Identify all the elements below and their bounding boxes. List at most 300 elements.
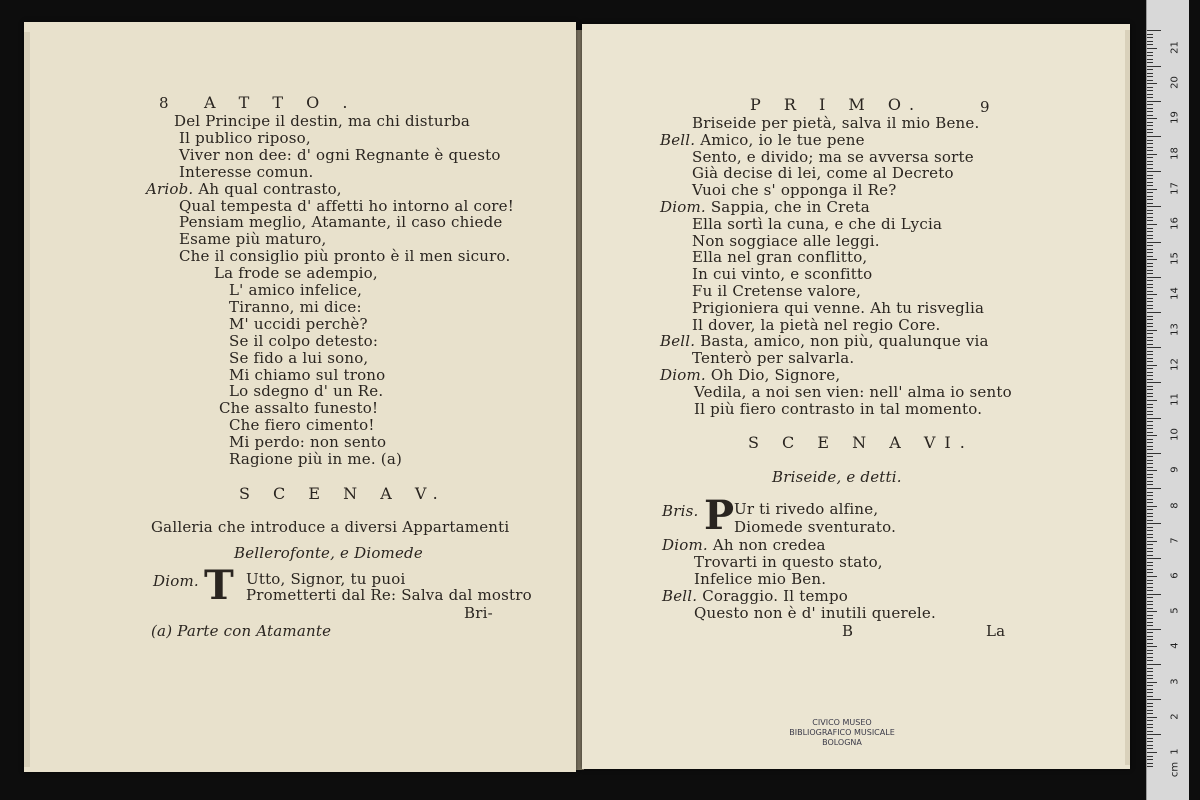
ruler-tick xyxy=(1147,418,1161,419)
ruler-tick xyxy=(1147,326,1153,327)
ruler-tick xyxy=(1147,365,1157,366)
verse-line: Ragione più in me. (a) xyxy=(229,450,403,468)
ruler-tick xyxy=(1147,428,1153,429)
ruler-tick xyxy=(1147,104,1153,105)
ruler-tick xyxy=(1147,34,1153,35)
ruler-tick xyxy=(1147,69,1153,70)
verse-line: Qual tempesta d' affetti ho intorno al core! xyxy=(179,196,514,215)
verse-line: In cui vinto, e sconfitto xyxy=(692,265,873,284)
ruler-tick xyxy=(1147,594,1161,595)
ruler-tick xyxy=(1147,720,1153,721)
speech-text: Amico, io le tue pene xyxy=(700,130,865,149)
ruler-tick xyxy=(1147,562,1153,563)
ruler-tick xyxy=(1147,213,1153,214)
ruler-tick xyxy=(1147,115,1153,116)
ruler-tick xyxy=(1147,90,1153,91)
ruler-tick xyxy=(1147,333,1153,334)
ruler-tick xyxy=(1147,671,1153,672)
ruler-tick xyxy=(1147,646,1157,647)
ruler-tick xyxy=(1147,660,1153,661)
ruler-tick xyxy=(1147,548,1153,549)
ruler-tick xyxy=(1147,460,1153,461)
speaker-label: Bell. xyxy=(662,587,703,605)
ruler-tick xyxy=(1147,393,1153,394)
ruler-tick xyxy=(1147,301,1153,302)
ruler-number: 8 xyxy=(1169,501,1181,509)
ruler-tick xyxy=(1147,657,1153,658)
ruler-tick xyxy=(1147,492,1153,493)
ruler-tick xyxy=(1147,340,1153,341)
verse-line: Già decise di lei, come al Decreto xyxy=(692,164,954,183)
ruler-tick xyxy=(1147,382,1161,383)
ruler-tick xyxy=(1147,477,1153,478)
verse-line xyxy=(660,131,865,149)
verse-line: Se fido a lui sono, xyxy=(229,348,369,367)
ruler-tick xyxy=(1147,699,1161,700)
dialogue-line: Diomede sventurato. xyxy=(734,518,897,536)
ruler-tick xyxy=(1147,689,1153,690)
ruler-number: 20 xyxy=(1169,76,1181,90)
ruler-tick xyxy=(1147,653,1153,654)
ruler-tick xyxy=(1147,446,1153,447)
ruler-tick xyxy=(1147,210,1153,211)
ruler-tick xyxy=(1147,407,1153,408)
ruler-tick xyxy=(1147,73,1153,74)
ruler-number: 12 xyxy=(1169,357,1181,371)
ruler-tick xyxy=(1147,171,1161,172)
ruler-tick xyxy=(1147,101,1161,102)
ruler-number: 21 xyxy=(1169,41,1181,54)
verse-line: Il più fiero contrasto in tal momento. xyxy=(694,399,983,418)
ruler-tick xyxy=(1147,125,1153,126)
ruler-tick xyxy=(1147,298,1153,299)
ruler-tick xyxy=(1147,414,1153,415)
speech-text: Ah qual contrasto, xyxy=(198,179,342,198)
verse-line: M' uccidi perchè? xyxy=(229,314,368,333)
ruler-tick xyxy=(1147,509,1153,510)
ruler-tick xyxy=(1147,731,1153,732)
ruler-tick xyxy=(1147,386,1153,387)
scene-setting: Galleria che introduce a diversi Appartamenti xyxy=(151,518,510,536)
ruler-tick xyxy=(1147,601,1153,602)
ruler-tick xyxy=(1147,189,1157,190)
ruler-number: 18 xyxy=(1169,146,1181,160)
ruler-tick xyxy=(1147,752,1157,753)
ruler-tick xyxy=(1147,632,1153,633)
ruler-tick xyxy=(1147,759,1153,760)
verse-line xyxy=(660,332,989,350)
ruler-tick xyxy=(1147,763,1153,764)
ruler-tick xyxy=(1147,287,1153,288)
scene-title: S C E N A VI. xyxy=(748,433,974,452)
page-number: 9 xyxy=(980,98,990,116)
ruler-tick xyxy=(1147,692,1153,693)
verse-line: Ella nel gran conflitto, xyxy=(692,248,868,267)
verse-line: Che assalto funesto! xyxy=(219,399,379,418)
ruler-tick xyxy=(1147,154,1157,155)
verse-line: Vedila, a noi sen vien: nell' alma io sento xyxy=(694,382,1012,401)
ruler-tick xyxy=(1147,484,1153,485)
verse-line xyxy=(660,366,840,384)
ruler-tick xyxy=(1147,220,1153,221)
ruler-tick xyxy=(1147,305,1153,306)
ruler-tick xyxy=(1147,713,1153,714)
ruler-tick xyxy=(1147,312,1161,313)
verse-line: Mi perdo: non sento xyxy=(229,433,387,452)
ruler-tick xyxy=(1147,558,1161,559)
ruler-tick xyxy=(1147,80,1153,81)
ruler-tick xyxy=(1147,580,1153,581)
ruler-tick xyxy=(1147,481,1153,482)
ruler-tick xyxy=(1147,756,1153,757)
ruler-tick xyxy=(1147,161,1153,162)
ruler-tick xyxy=(1147,231,1153,232)
speaker-label: Diom. xyxy=(662,536,713,554)
ruler-tick xyxy=(1147,228,1153,229)
ruler-tick xyxy=(1147,66,1161,67)
ruler-tick xyxy=(1147,530,1153,531)
ruler-tick xyxy=(1147,470,1157,471)
ruler-tick xyxy=(1147,576,1157,577)
verse-line: Tiranno, mi dice: xyxy=(229,297,362,316)
ruler-tick xyxy=(1147,245,1153,246)
catchword: La xyxy=(986,622,1006,640)
ruler-tick xyxy=(1147,44,1153,45)
ruler-tick xyxy=(1147,706,1153,707)
dialogue-line: Ur ti rivedo alfine, xyxy=(734,500,879,518)
ruler-tick xyxy=(1147,354,1153,355)
ruler-tick xyxy=(1147,625,1153,626)
ruler-tick xyxy=(1147,523,1161,524)
ruler-tick xyxy=(1147,544,1153,545)
ruler-tick xyxy=(1147,668,1153,669)
ruler-tick xyxy=(1147,136,1161,137)
verse-line: Che il consiglio più pronto è il men sicuro. xyxy=(179,247,511,266)
page-number: 8 xyxy=(159,94,169,112)
ruler-tick xyxy=(1147,400,1157,401)
ruler-tick xyxy=(1147,453,1161,454)
ruler-number: 3 xyxy=(1169,677,1181,685)
ruler-tick xyxy=(1147,122,1153,123)
speech-text: Basta, amico, non più, qualunque via xyxy=(700,332,989,351)
running-head: A T T O . xyxy=(204,93,357,112)
ruler-tick xyxy=(1147,442,1153,443)
ruler-tick xyxy=(1147,703,1153,704)
ruler-tick xyxy=(1147,270,1153,271)
ruler-tick xyxy=(1147,597,1153,598)
running-head: P R I M O. xyxy=(750,95,924,114)
ruler-number: 15 xyxy=(1169,252,1181,266)
ruler-tick xyxy=(1147,643,1153,644)
verse-line: Esame più maturo, xyxy=(179,230,327,249)
verse-line: Viver non dee: d' ogni Regnante è questo xyxy=(179,145,501,164)
ruler-tick xyxy=(1147,249,1153,250)
ruler-number: 2 xyxy=(1169,713,1181,720)
ruler-tick xyxy=(1147,506,1157,507)
ruler-tick xyxy=(1147,168,1153,169)
ruler-tick xyxy=(1147,157,1153,158)
ruler-tick xyxy=(1147,425,1153,426)
ruler-tick xyxy=(1147,196,1153,197)
stamp-line: BOLOGNA xyxy=(822,738,862,747)
signature-mark: B xyxy=(842,622,854,640)
ruler-tick xyxy=(1147,263,1153,264)
ruler-tick xyxy=(1147,551,1153,552)
ruler-tick xyxy=(1147,358,1153,359)
verse-line: Il publico riposo, xyxy=(179,128,311,147)
ruler-tick xyxy=(1147,724,1153,725)
ruler-number: 7 xyxy=(1169,537,1181,544)
ruler-tick xyxy=(1147,284,1153,285)
ruler-tick xyxy=(1147,650,1153,651)
scene-characters: Bellerofonte, e Diomede xyxy=(234,544,423,562)
ruler-tick xyxy=(1147,41,1153,42)
ruler-number: 14 xyxy=(1169,287,1181,301)
speaker-label: Bell. xyxy=(660,130,701,149)
ruler-tick xyxy=(1147,217,1153,218)
ruler-tick xyxy=(1147,696,1153,697)
ruler-tick xyxy=(1147,291,1153,292)
ruler-tick xyxy=(1147,449,1153,450)
ruler-tick xyxy=(1147,608,1153,609)
ruler-tick xyxy=(1147,375,1153,376)
ruler-tick xyxy=(1147,495,1153,496)
verse-line: Prigioniera qui venne. Ah tu risveglia xyxy=(692,298,985,317)
speech-text: Ah non credea xyxy=(712,536,826,554)
ruler-tick xyxy=(1147,266,1153,267)
ruler-tick xyxy=(1147,185,1153,186)
ruler-tick xyxy=(1147,537,1153,538)
ruler-tick xyxy=(1147,256,1153,257)
ruler-tick xyxy=(1147,516,1153,517)
verse-line: Se il colpo detesto: xyxy=(229,331,379,350)
verse-line: Che fiero cimento! xyxy=(229,416,375,435)
ruler-tick xyxy=(1147,411,1153,412)
ruler-number: 17 xyxy=(1169,181,1181,195)
ruler-tick xyxy=(1147,435,1157,436)
verse-line xyxy=(662,587,848,605)
ruler-tick xyxy=(1147,738,1153,739)
ruler-tick xyxy=(1147,421,1153,422)
ruler-tick xyxy=(1147,488,1161,489)
ruler-tick xyxy=(1147,235,1153,236)
verse-line: Sento, e divido; ma se avversa sorte xyxy=(692,147,974,166)
ruler-tick xyxy=(1147,741,1153,742)
speech-text: Sappia, che in Creta xyxy=(710,198,870,216)
ruler-tick xyxy=(1147,439,1153,440)
ruler-tick xyxy=(1147,259,1157,260)
ruler-tick xyxy=(1147,611,1157,612)
ruler-tick xyxy=(1147,534,1153,535)
ruler-tick xyxy=(1147,467,1153,468)
ruler-number: 6 xyxy=(1169,572,1181,579)
ruler-tick xyxy=(1147,150,1153,151)
ruler-tick xyxy=(1147,389,1153,390)
right-page-edge xyxy=(1125,30,1130,765)
ruler-tick xyxy=(1147,565,1153,566)
ruler-tick xyxy=(1147,76,1153,77)
ruler-tick xyxy=(1147,463,1153,464)
stamp-line: CIVICO MUSEO xyxy=(812,718,872,727)
ruler-tick xyxy=(1147,675,1153,676)
ruler-tick xyxy=(1147,636,1153,637)
verse-line xyxy=(660,198,870,216)
ruler-number: 9 xyxy=(1169,466,1181,474)
scene-title: S C E N A V. xyxy=(239,484,447,503)
ruler-tick xyxy=(1147,308,1153,309)
speaker-label: Diom. xyxy=(153,572,199,590)
ruler-tick xyxy=(1147,108,1153,109)
verse-line: Vuoi che s' opponga il Re? xyxy=(692,181,897,200)
verse-line: Lo sdegno d' un Re. xyxy=(229,382,384,401)
ruler-tick xyxy=(1147,685,1153,686)
ruler-tick xyxy=(1147,344,1153,345)
ruler-number: 11 xyxy=(1169,393,1181,406)
ruler-tick xyxy=(1147,682,1157,683)
ruler-tick xyxy=(1147,111,1153,112)
ruler-tick xyxy=(1147,252,1153,253)
measuring-ruler xyxy=(1146,0,1189,800)
ruler-tick xyxy=(1147,337,1153,338)
ruler-tick xyxy=(1147,379,1153,380)
verse-line: Interesse comun. xyxy=(179,162,314,181)
left-page xyxy=(24,22,576,772)
ruler-tick xyxy=(1147,55,1153,56)
ruler-tick xyxy=(1147,37,1153,38)
ruler-tick xyxy=(1147,206,1161,207)
ruler-tick xyxy=(1147,590,1153,591)
ruler-tick xyxy=(1147,224,1157,225)
ruler-tick xyxy=(1147,175,1153,176)
ruler-tick xyxy=(1147,87,1153,88)
ruler-tick xyxy=(1147,280,1153,281)
ruler-tick xyxy=(1147,583,1153,584)
ruler-tick xyxy=(1147,52,1153,53)
verse-line: Ella sortì la cuna, e che di Lycia xyxy=(692,214,943,233)
ruler-tick xyxy=(1147,294,1157,295)
ruler-tick xyxy=(1147,182,1153,183)
ruler-tick xyxy=(1147,555,1153,556)
ruler-number: 4 xyxy=(1169,642,1181,650)
catchword: Bri- xyxy=(464,604,493,622)
ruler-tick xyxy=(1147,456,1153,457)
ruler-number: 10 xyxy=(1169,428,1181,442)
ruler-number: 5 xyxy=(1169,607,1181,614)
verse-line: Il dover, la pietà nel regio Core. xyxy=(692,315,941,334)
speaker-label: Bell. xyxy=(660,332,701,351)
ruler-tick xyxy=(1147,129,1153,130)
ruler-tick xyxy=(1147,499,1153,500)
ruler-tick xyxy=(1147,572,1153,573)
ruler-tick xyxy=(1147,474,1153,475)
ruler-tick xyxy=(1147,203,1153,204)
verse-line: Fu il Cretense valore, xyxy=(692,282,862,300)
ruler-number: 13 xyxy=(1169,322,1181,336)
ruler-tick xyxy=(1147,178,1153,179)
ruler-tick xyxy=(1147,527,1153,528)
ruler-tick xyxy=(1147,717,1157,718)
ruler-tick xyxy=(1147,147,1153,148)
ruler-tick xyxy=(1147,615,1153,616)
ruler-tick xyxy=(1147,396,1153,397)
ruler-tick xyxy=(1147,164,1153,165)
verse-line: Mi chiamo sul trono xyxy=(229,365,386,384)
scene-characters: Briseide, e detti. xyxy=(772,468,902,486)
library-stamp xyxy=(762,718,922,748)
ruler-tick xyxy=(1147,351,1153,352)
ruler-tick xyxy=(1147,520,1153,521)
ruler-tick xyxy=(1147,97,1153,98)
ruler-tick xyxy=(1147,277,1161,278)
ruler-tick xyxy=(1147,569,1153,570)
ruler-tick xyxy=(1147,323,1153,324)
stamp-line: BIBLIOGRAFICO MUSICALE xyxy=(789,728,895,737)
ruler-tick xyxy=(1147,59,1153,60)
ruler-tick xyxy=(1147,541,1157,542)
ruler-tick xyxy=(1147,361,1153,362)
speaker-label: Diom. xyxy=(660,366,711,384)
speaker-label: Diom. xyxy=(660,198,711,216)
verse-line: Briseide per pietà, salva il mio Bene. xyxy=(692,114,980,132)
ruler-tick xyxy=(1147,587,1153,588)
speech-text: Coraggio. Il tempo xyxy=(702,587,849,605)
ruler-tick xyxy=(1147,629,1161,630)
ruler-tick xyxy=(1147,48,1157,49)
verse-line xyxy=(146,180,342,198)
ruler-number: 1 xyxy=(1169,748,1181,755)
ruler-tick xyxy=(1147,273,1153,274)
ruler-tick xyxy=(1147,710,1153,711)
ruler-tick xyxy=(1147,118,1157,119)
ruler-tick xyxy=(1147,143,1153,144)
dropcap-letter: P xyxy=(704,492,735,539)
dialogue-line: Prometterti dal Re: Salva dal mostro xyxy=(246,586,532,604)
ruler-tick xyxy=(1147,372,1153,373)
ruler-tick xyxy=(1147,368,1153,369)
dropcap-letter: T xyxy=(204,562,234,609)
speech-text: Oh Dio, Signore, xyxy=(710,366,841,384)
ruler-tick xyxy=(1147,766,1153,767)
dialogue-line: Utto, Signor, tu puoi xyxy=(246,570,406,588)
verse-line: L' amico infelice, xyxy=(229,281,363,299)
ruler-tick xyxy=(1147,83,1157,84)
ruler-tick xyxy=(1147,734,1161,735)
ruler-number: 16 xyxy=(1169,217,1181,230)
ruler-tick xyxy=(1147,132,1153,133)
ruler-tick xyxy=(1147,513,1153,514)
verse-line: La frode se adempio, xyxy=(214,264,378,283)
ruler-tick xyxy=(1147,745,1153,746)
ruler-tick xyxy=(1147,622,1153,623)
ruler-tick xyxy=(1147,347,1161,348)
ruler-tick xyxy=(1147,62,1153,63)
ruler-tick xyxy=(1147,748,1153,749)
ruler-tick xyxy=(1147,319,1153,320)
verse-line: Trovarti in questo stato, xyxy=(694,553,883,571)
verse-line: Pensiam meglio, Atamante, il caso chiede xyxy=(179,213,503,232)
ruler-tick xyxy=(1147,316,1153,317)
ruler-tick xyxy=(1147,678,1153,679)
verse-line: Del Principe il destin, ma chi disturba xyxy=(174,112,471,130)
verse-line: Infelice mio Ben. xyxy=(694,570,827,588)
verse-line: Non soggiace alle leggi. xyxy=(692,231,880,250)
ruler-unit: cm xyxy=(1169,761,1181,778)
ruler-tick xyxy=(1147,140,1153,141)
verse-line: Questo non è d' inutili querele. xyxy=(694,604,936,622)
ruler-tick xyxy=(1147,199,1153,200)
verse-line: Tenterò per salvarla. xyxy=(692,349,855,368)
left-page-edge xyxy=(24,32,30,767)
